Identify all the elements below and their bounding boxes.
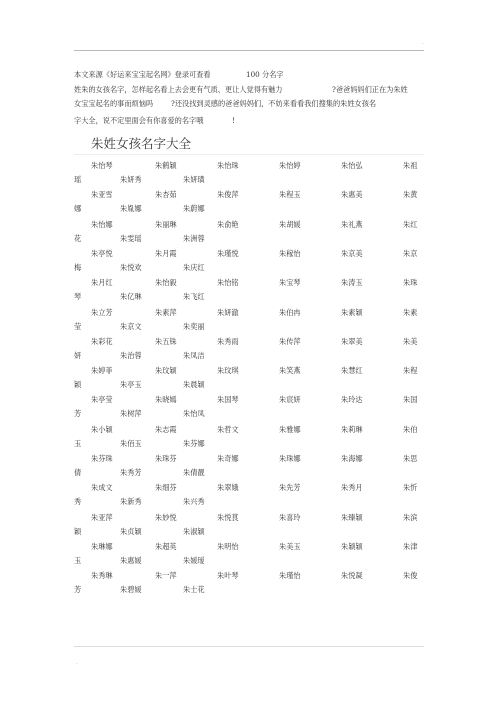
name-entry: 朱凤洁 [183, 350, 205, 360]
name-continuation: 芳 [74, 585, 82, 595]
intro-line-tail: ?还没找到灵感的爸爸妈妈们，不妨来看看我们搜集的朱姓女孩名 [171, 99, 377, 108]
name-continuation: 梅 [74, 262, 82, 272]
name-entry: 朱玟琪 [217, 366, 239, 376]
name-entry: 朱怡凤 [183, 409, 205, 419]
name-entry: 朱怡琴 [91, 161, 113, 170]
name-continuation: 倩 [74, 468, 82, 477]
name-entry: 朱士花 [183, 585, 205, 595]
name-entry: 朱胤娜 [120, 204, 142, 214]
name-continuation: 妍 [74, 350, 82, 360]
name-entry: 朱蔚娜 [183, 204, 205, 214]
name-entry: 朱惠美 [341, 190, 363, 200]
name-entry: 朱月霞 [155, 248, 177, 258]
name-entry: 朱素萍 [155, 307, 177, 317]
name-entry: 朱一萍 [155, 571, 177, 581]
footer-rule [74, 646, 424, 647]
name-continuation: 玉 [74, 438, 82, 448]
intro-line: 本文来源《好运来宝宝起名网》登录可查看 [74, 70, 211, 79]
intro-line: 字大全，说不定里面会有你喜爱的名字哦 [74, 116, 204, 125]
name-entry: 朱媛瑷 [183, 555, 205, 565]
name-entry: 朱国琴 [217, 395, 239, 405]
name-continuation: 芳 [74, 409, 82, 419]
name-entry: 朱悦茛 [217, 512, 239, 522]
name-entry: 朱飞红 [183, 292, 205, 302]
name-entry: 朱瑾怡 [279, 571, 301, 581]
name-entry: 朱怡毅 [155, 278, 177, 288]
name-entry: 朱京 [403, 248, 418, 258]
name-entry: 朱晨颖 [183, 380, 205, 390]
name-entry: 朱京美 [341, 248, 363, 258]
name-entry: 朱丽琳 [155, 219, 177, 229]
name-entry: 朱芬珠 [91, 454, 113, 463]
name-entry: 朱宝琴 [279, 278, 301, 288]
name-entry: 朱彩花 [91, 336, 113, 346]
name-entry: 朱妙悦 [155, 512, 177, 522]
name-entry: 朱倩靓 [183, 468, 205, 477]
name-entry: 朱胡媛 [279, 219, 301, 229]
section-title: 朱姓女孩名字大全 [91, 136, 192, 151]
intro-line: 姓朱的女孩名字，怎样起名看上去会更有气质、更让人觉得有魅力 [74, 85, 283, 94]
name-entry: 朱亭莹 [91, 395, 113, 405]
name-entry: 朱涛玉 [341, 278, 363, 288]
name-entry: 朱妍璜 [183, 175, 205, 184]
name-entry: 朱雯瑶 [120, 233, 142, 243]
name-entry: 朱惠媛 [120, 555, 142, 565]
name-entry: 朱秀雨 [217, 336, 239, 346]
name-entry: 朱玲达 [341, 395, 363, 405]
name-entry: 朱贞颖 [120, 526, 142, 536]
name-entry: 朱明怡 [217, 541, 239, 551]
name-entry: 朱俊 [403, 571, 418, 581]
name-entry: 朱亚雪 [91, 190, 113, 200]
name-entry: 朱奇娜 [217, 454, 239, 463]
name-entry: 朱芬娜 [183, 438, 205, 448]
name-entry: 朱海娜 [341, 454, 363, 463]
name-entry: 朱翠娥 [217, 483, 239, 493]
intro-line: 女宝宝起名的事而烦恼吗 [74, 99, 154, 108]
name-entry: 朱树萍 [120, 409, 142, 419]
name-entry: 朱津 [403, 541, 418, 551]
name-continuation: 颖 [74, 526, 82, 536]
name-entry: 朱奕丽 [183, 321, 205, 331]
name-entry: 朱程 [403, 366, 418, 376]
name-entry: 朱美玉 [279, 541, 301, 551]
name-entry: 朱珠 [403, 278, 418, 288]
name-entry: 朱月红 [91, 278, 113, 288]
name-entry: 朱洲蓉 [183, 233, 205, 243]
name-entry: 朱俊萍 [217, 190, 239, 200]
name-continuation: 瑶 [74, 175, 82, 184]
name-entry: 朱妍秀 [120, 175, 142, 184]
name-entry: 朱治蓉 [120, 350, 142, 360]
name-entry: 朱伯冉 [279, 307, 301, 317]
name-continuation: 秀 [74, 497, 82, 507]
name-entry: 朱怡婷 [279, 161, 301, 170]
name-entry: 朱杏茹 [155, 190, 177, 200]
name-entry: 朱祖 [403, 161, 418, 170]
name-entry: 朱成文 [91, 483, 113, 493]
name-entry: 朱鹤颖 [155, 161, 177, 170]
name-entry: 朱慧红 [341, 366, 363, 376]
intro-line-tail: ?爸爸妈妈们正在为朱姓 [332, 85, 408, 94]
name-entry: 朱秀月 [341, 483, 363, 493]
name-entry: 朱怡铭 [217, 278, 239, 288]
corner-mark: . [76, 660, 78, 666]
name-entry: 朱超英 [155, 541, 177, 551]
name-entry: 朱笑燕 [279, 366, 301, 376]
name-entry: 朱先芳 [279, 483, 301, 493]
name-entry: 朱细芬 [155, 483, 177, 493]
name-entry: 朱素颖 [341, 307, 363, 317]
name-entry: 朱珠娜 [279, 454, 301, 463]
name-entry: 朱伯 [403, 424, 418, 434]
name-entry: 朱雅娜 [279, 424, 301, 434]
name-continuation: 娜 [74, 204, 82, 214]
name-entry: 朱佰玉 [120, 438, 142, 448]
name-entry: 朱黄 [403, 190, 418, 200]
name-entry: 朱志霞 [155, 424, 177, 434]
name-entry: 朱淑颖 [183, 526, 205, 536]
name-entry: 朱碧媛 [120, 585, 142, 595]
name-entry: 朱庆红 [183, 262, 205, 272]
name-entry: 朱京文 [120, 321, 142, 331]
name-entry: 朱思 [403, 454, 418, 463]
name-entry: 朱滨 [403, 512, 418, 522]
name-entry: 朱亭悦 [91, 248, 113, 258]
name-entry: 朱新秀 [120, 497, 142, 507]
name-entry: 朱秀琳 [91, 571, 113, 581]
name-entry: 朱小颖 [91, 424, 113, 434]
name-entry: 朱秀芳 [120, 468, 142, 477]
name-entry: 朱美 [403, 336, 418, 346]
name-continuation: 玉 [74, 555, 82, 565]
name-entry: 朱亿琳 [120, 292, 142, 302]
name-entry: 朱婷菲 [91, 366, 113, 376]
name-entry: 朱传萍 [279, 336, 301, 346]
name-entry: 朱悦凝 [341, 571, 363, 581]
name-entry: 朱翠美 [341, 336, 363, 346]
name-entry: 朱礼燕 [341, 219, 363, 229]
name-entry: 朱怡娜 [91, 219, 113, 229]
name-entry: 朱晓嫣 [155, 395, 177, 405]
corner-mark: . [422, 40, 424, 46]
name-entry: 朱妍澈 [217, 307, 239, 317]
name-entry: 朱五铢 [155, 336, 177, 346]
name-continuation: 颖 [74, 380, 82, 390]
name-entry: 朱莉琳 [341, 424, 363, 434]
name-entry: 朱红 [403, 219, 418, 229]
name-entry: 朱立芳 [91, 307, 113, 317]
intro-line-tail: ! [232, 116, 235, 125]
name-entry: 朱怡珠 [217, 161, 239, 170]
name-entry: 朱珠芬 [155, 454, 177, 463]
name-entry: 朱瑾悦 [217, 248, 239, 258]
name-continuation: 花 [74, 233, 82, 243]
name-entry: 朱俞艳 [217, 219, 239, 229]
name-entry: 朱稼怡 [279, 248, 301, 258]
name-entry: 朱程玉 [279, 190, 301, 200]
name-entry: 朱哲文 [217, 424, 239, 434]
name-entry: 朱忻 [403, 483, 418, 493]
title-rule [74, 154, 424, 155]
name-entry: 朱琳娜 [91, 541, 113, 551]
name-entry: 朱宸妍 [279, 395, 301, 405]
name-entry: 朱玟颖 [155, 366, 177, 376]
name-entry: 朱喜玲 [279, 512, 301, 522]
intro-line-tail: 100 分名字 [246, 70, 284, 79]
name-entry: 朱兴秀 [183, 497, 205, 507]
name-entry: 朱臻颖 [341, 512, 363, 522]
name-entry: 朱怡弘 [341, 161, 363, 170]
name-entry: 朱国 [403, 395, 418, 405]
name-entry: 朱亚萍 [91, 512, 113, 522]
name-entry: 朱叶琴 [217, 571, 239, 581]
header-rule [74, 50, 424, 51]
name-entry: 朱亭玉 [120, 380, 142, 390]
name-entry: 朱悦欢 [120, 262, 142, 272]
name-entry: 朱素 [403, 307, 418, 317]
name-entry: 朱颖颖 [341, 541, 363, 551]
name-continuation: 琴 [74, 292, 82, 302]
name-continuation: 莹 [74, 321, 82, 331]
